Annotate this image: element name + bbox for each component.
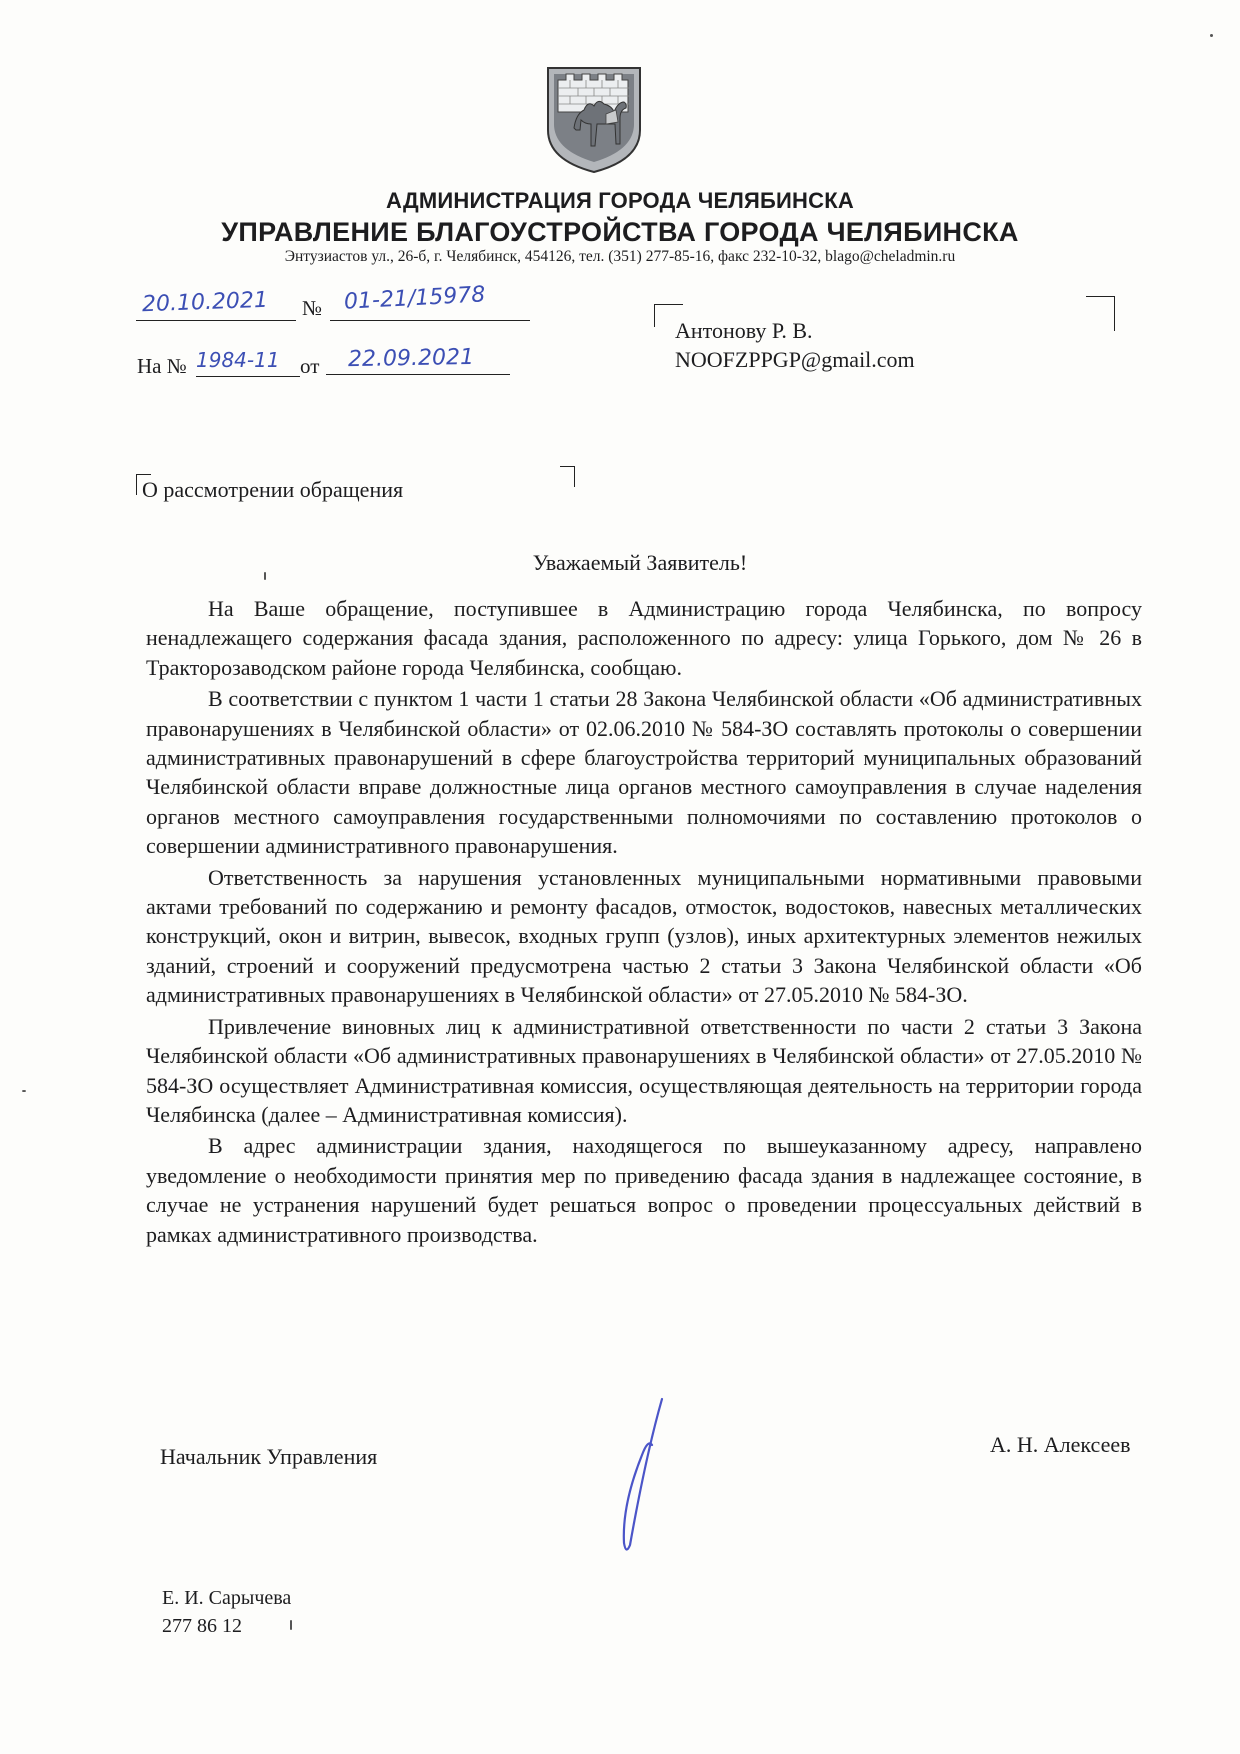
scan-speck: [1210, 34, 1213, 37]
reference-date-field: [326, 346, 510, 375]
org-name-department: УПРАВЛЕНИЕ БЛАГОУСТРОЙСТВА ГОРОДА ЧЕЛЯБИНСКА: [221, 217, 1019, 247]
body-paragraph: Ответственность за нарушения установленных муниципальными нормативными правовыми актами требований по содержанию и ремонту фасадов, отмосток, водостоков, навесных металлических конструкций, окон и витрин, вывесок, входных групп (узлов), иных архитектурных элементов нежилых зданий, строений и сооружений предусмотрена частью 2 статьи 3 Закона Челябинской области «Об административных правонарушениях в Челябинской области» от 27.05.2010 № 584-ЗО.: [146, 864, 1142, 1008]
scan-speck: [264, 572, 266, 580]
subject-corner-right: [560, 466, 575, 487]
org-name-administration: АДМИНИСТРАЦИЯ ГОРОДА ЧЕЛЯБИНСКА: [386, 188, 854, 213]
body-paragraph: В соответствии с пунктом 1 части 1 статьи 28 Закона Челябинской области «Об административных правонарушениях в Челябинской области» от 02.06.2010 № 584-ЗО составлять протоколы о совершении административных правонарушений в сфере благоустройства территорий муниципальных образований Челябинской области вправе должностные лица органов местного самоуправления в случае наделения органов местного самоуправления государственными полномочиями по составлению протоколов о совершении административного правонарушения.: [146, 686, 1142, 859]
greeting: Уважаемый Заявитель!: [532, 550, 748, 575]
org-address: Энтузиастов ул., 26-б, г. Челябинск, 454126, тел. (351) 277-85-16, факс 232-10-32, blago@cheladmin.ru: [284, 248, 956, 265]
recipient-block: [675, 316, 915, 374]
body-paragraph: В адрес администрации здания, находящегося по вышеуказанному адресу, направлено уведомление о необходимости принятия мер по приведению фасада здания в надлежащее состояние, в случае не устранения нарушений будет решаться вопрос о проведении процессуальных действий в рамках административного производства.: [146, 1133, 1142, 1247]
reference-number-field: [196, 348, 300, 377]
body-paragraph: На Ваше обращение, поступившее в Администрацию города Челябинска, по вопросу ненадлежащего содержания фасада здания, расположенного по адресу: улица Горького, дом № 26 в Тракторозаводском районе города Челябинска, сообщаю.: [146, 596, 1142, 680]
reference-date: 22.09.2021: [347, 344, 475, 373]
outgoing-number: 01-21/15978: [343, 282, 486, 315]
recipient-corner-right: [1086, 296, 1115, 331]
number-label: №: [302, 296, 323, 320]
scan-speck: [290, 1620, 292, 1630]
reference-from-label: от: [300, 354, 320, 378]
executor-name: Е. И. Сарычева: [162, 1587, 292, 1609]
recipient-name: Антонову Р. В.: [675, 318, 813, 343]
reference-label: На №: [137, 354, 187, 378]
letter-body: [146, 594, 1142, 1251]
body-paragraph: Привлечение виновных лиц к административной ответственности по части 2 статьи 3 Закона Челябинской области «Об административных правонарушениях в Челябинской области» от 27.05.2010 № 584-ЗО осуществляет Административная комиссия, осуществляющая деятельность на территории города Челябинска (далее – Административная комиссия).: [146, 1013, 1142, 1127]
reference-number: 1984-11: [196, 348, 280, 372]
handwritten-signature: [590, 1395, 680, 1555]
recipient-email: NOOFZPPGP@gmail.com: [675, 347, 915, 372]
letter-subject: О рассмотрении обращения: [142, 477, 404, 502]
executor-block: [162, 1584, 291, 1640]
signer-position: Начальник Управления: [160, 1444, 378, 1469]
executor-phone: 277 86 12: [162, 1615, 242, 1637]
outgoing-number-field: [330, 282, 530, 321]
scan-speck: [22, 1090, 26, 1092]
outgoing-date-field: [136, 287, 296, 321]
signer-name: А. Н. Алексеев: [990, 1432, 1131, 1457]
outgoing-date: 20.10.2021: [141, 287, 269, 318]
coat-of-arms-icon: [540, 62, 648, 174]
